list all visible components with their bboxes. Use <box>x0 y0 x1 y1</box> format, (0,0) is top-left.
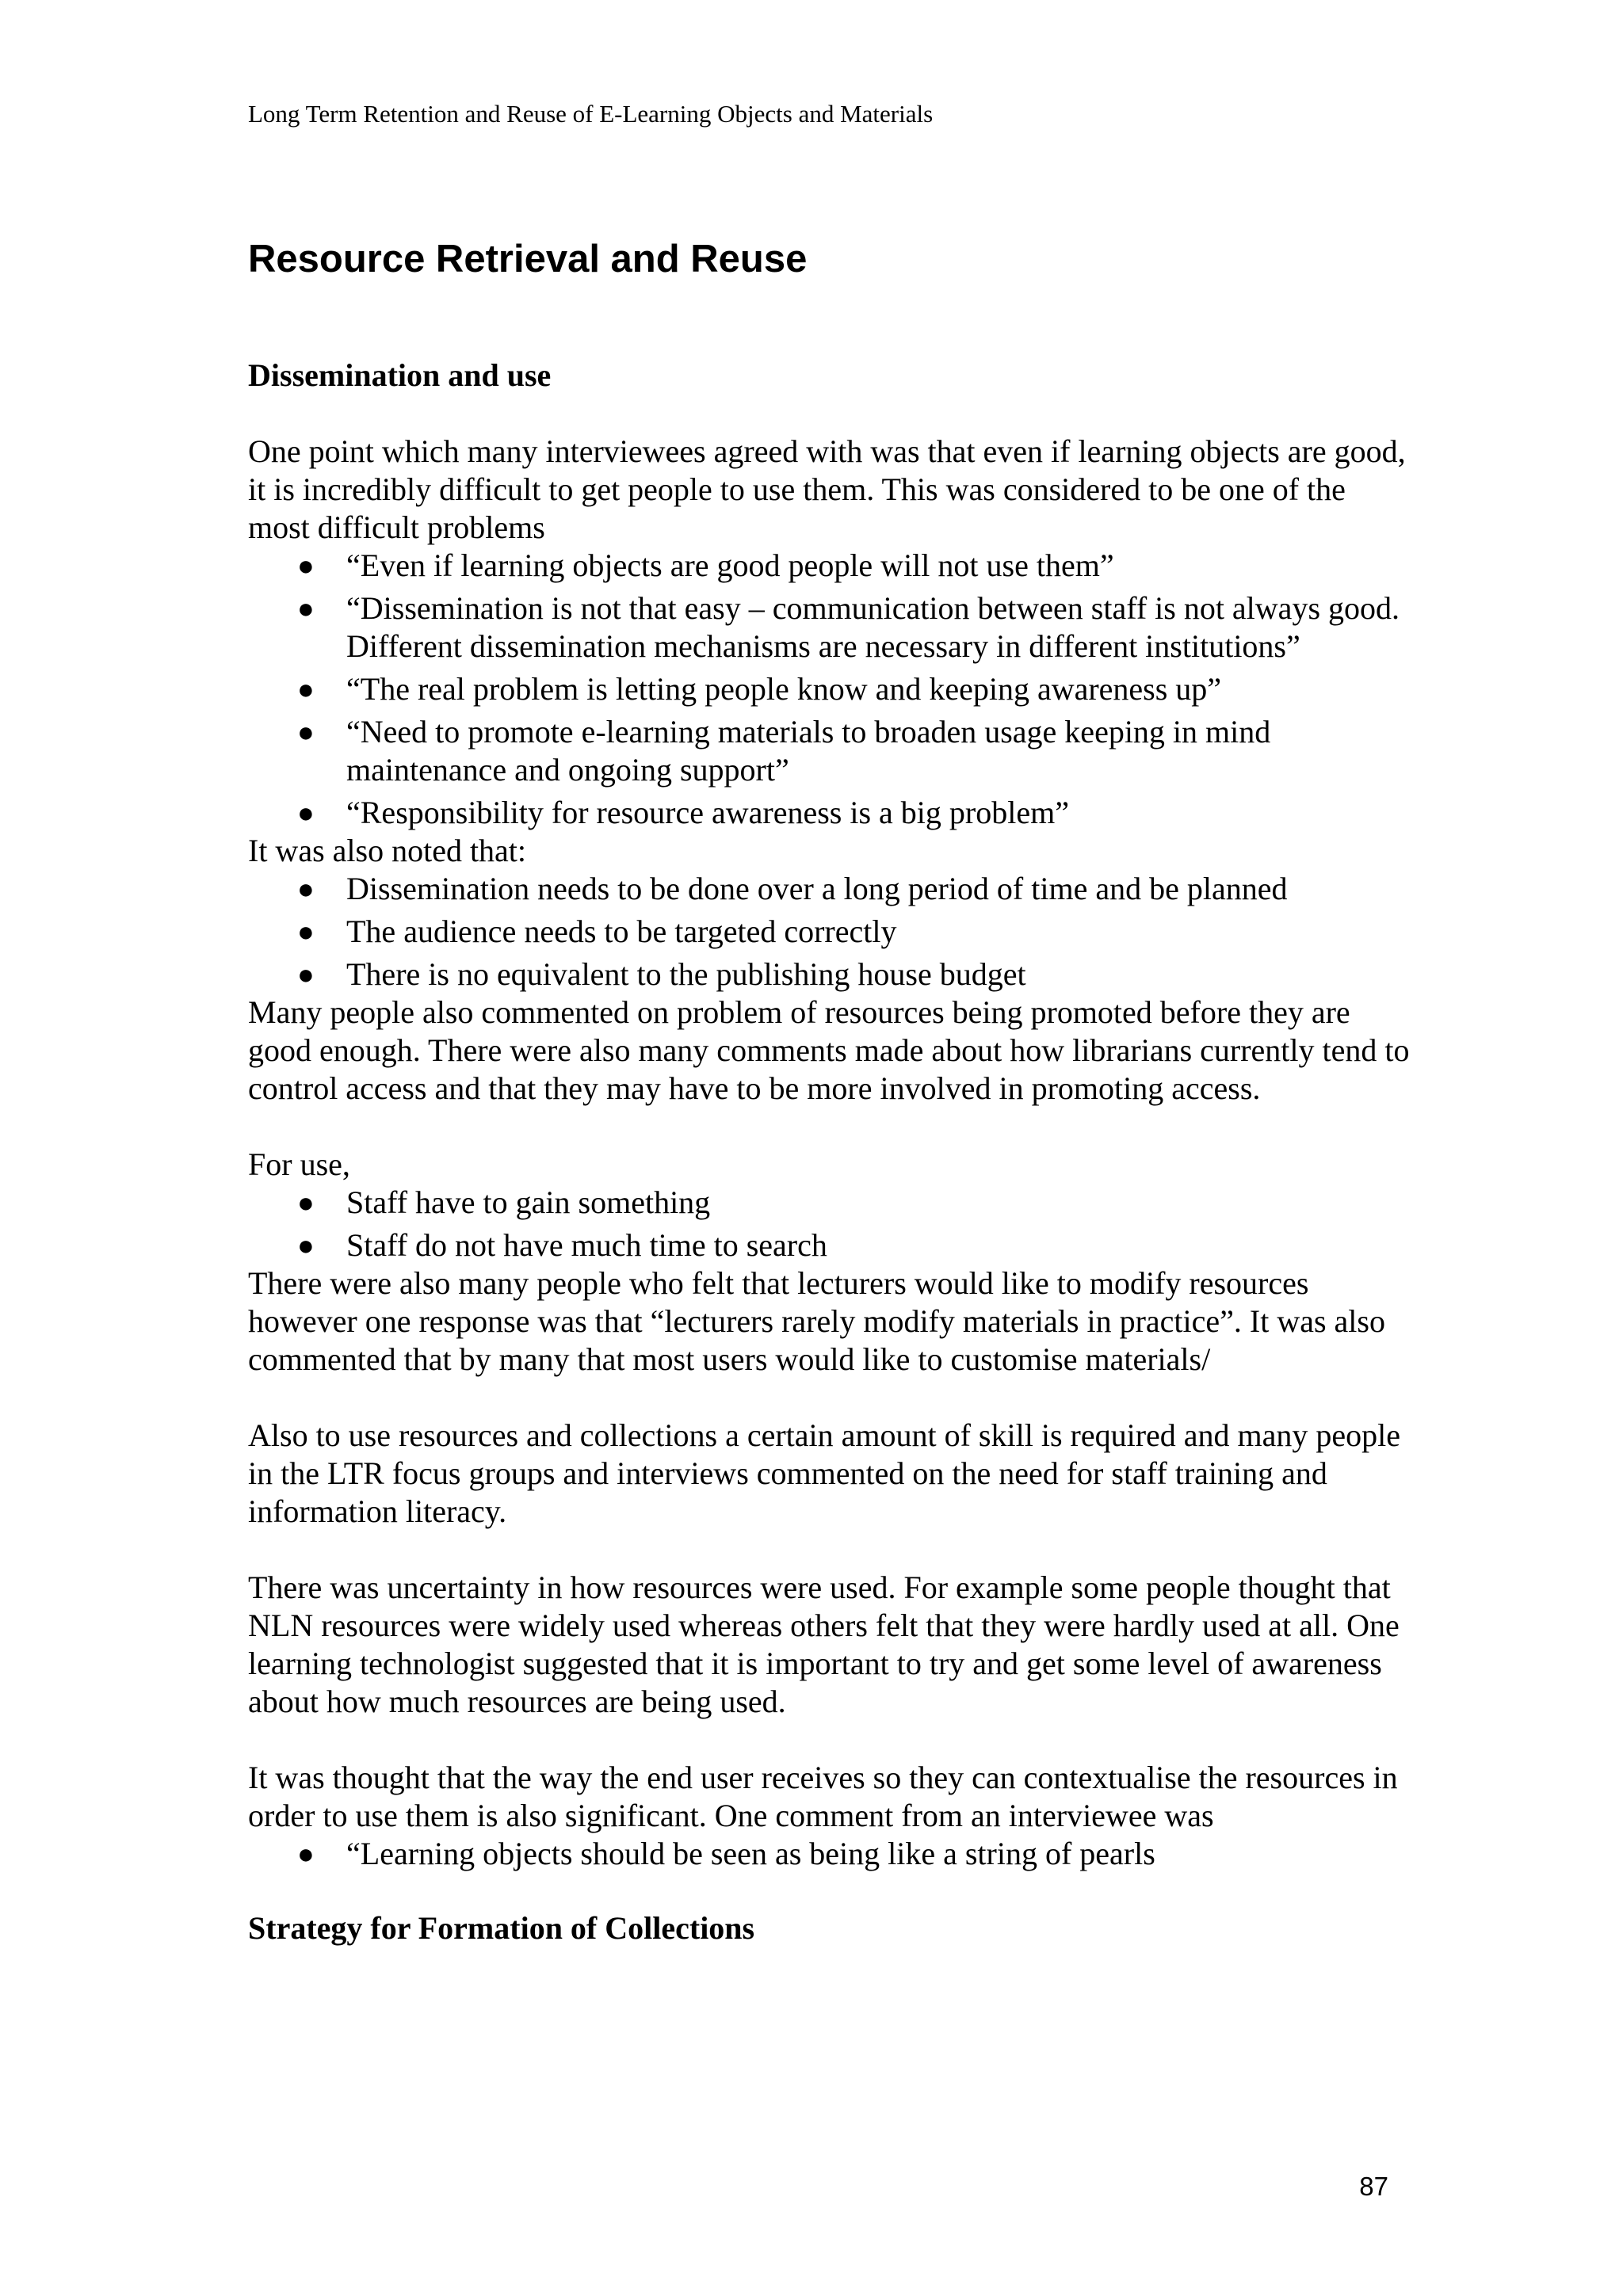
bullet-icon: ● <box>297 959 315 990</box>
for-use-list <box>248 1184 1413 1264</box>
list-item: ● Staff do not have much time to search <box>297 1227 827 1263</box>
list-item: ● “Learning objects should be seen as being like a string of pearls <box>297 1836 1155 1871</box>
list-item: ● “Dissemination is not that easy – communication between staff is not always good. Different dissemination mechanisms are necessary in different institutions” <box>297 590 1400 664</box>
bullet-icon: ● <box>297 550 315 582</box>
intro-paragraph: One point which many interviewees agreed with was that even if learning objects are good, it is incredibly difficult to get people to use them. This was considered to be one of the most difficult problems <box>248 433 1406 545</box>
list-item: ● There is no equivalent to the publishing house budget <box>297 956 1026 992</box>
modify-paragraph: There were also many people who felt that lecturers would like to modify resources however one response was that “lecturers rarely modify materials in practice”. It was also commented that by many that most users would like to customise materials/ <box>248 1265 1385 1377</box>
bullet-icon: ● <box>297 716 315 748</box>
section-heading-strategy: Strategy for Formation of Collections <box>248 1910 755 1946</box>
bullet-icon: ● <box>297 916 315 948</box>
list-item: ● “The real problem is letting people know and keeping awareness up” <box>297 671 1222 707</box>
uncertainty-paragraph: There was uncertainty in how resources were used. For example some people thought that NLN resources were widely used whereas others felt that they were hardly used at all. One learning technologist suggested that it is important to try and get some level of awareness about how much resources are being used. <box>248 1569 1400 1719</box>
main-content <box>248 357 1413 1947</box>
list-item: ● “Even if learning objects are good people will not use them” <box>297 547 1114 583</box>
page-title: Resource Retrieval and Reuse <box>248 238 808 280</box>
noted-intro: It was also noted that: <box>248 833 527 868</box>
list-item: ● The audience needs to be targeted correctly <box>297 913 897 949</box>
for-use-intro: For use, <box>248 1146 350 1182</box>
quotes-list <box>248 547 1413 832</box>
page-number: 87 <box>1359 2172 1388 2201</box>
section-heading-dissemination: Dissemination and use <box>248 357 552 393</box>
context-paragraph: It was thought that the way the end user receives so they can contextualise the resources in order to use them is also significant. One comment from an interviewee was <box>248 1760 1398 1833</box>
skill-paragraph: Also to use resources and collections a certain amount of skill is required and many people in the LTR focus groups and interviews commented on the need for staff training and information literacy. <box>248 1417 1401 1529</box>
list-item: ● Staff have to gain something <box>297 1184 711 1220</box>
bullet-icon: ● <box>297 673 315 705</box>
pearls-list <box>248 1835 1413 1873</box>
promotion-paragraph: Many people also commented on problem of resources being promoted before they are good enough. There were also many comments made about how librarians currently tend to control access and that they may have to be more involved in promoting access. <box>248 994 1410 1106</box>
bullet-icon: ● <box>297 1838 315 1870</box>
bullet-icon: ● <box>297 873 315 905</box>
bullet-icon: ● <box>297 1187 315 1219</box>
bullet-icon: ● <box>297 797 315 829</box>
bullet-icon: ● <box>297 1230 315 1261</box>
list-item: ● Dissemination needs to be done over a long period of time and be planned <box>297 871 1288 906</box>
list-item: ● “Need to promote e-learning materials to broaden usage keeping in mind maintenance and ongoing support” <box>297 714 1271 788</box>
noted-list <box>248 870 1413 994</box>
bullet-icon: ● <box>297 593 315 624</box>
list-item: ● “Responsibility for resource awareness is a big problem” <box>297 795 1069 830</box>
running-header: Long Term Retention and Reuse of E-Learning Objects and Materials <box>248 100 934 128</box>
